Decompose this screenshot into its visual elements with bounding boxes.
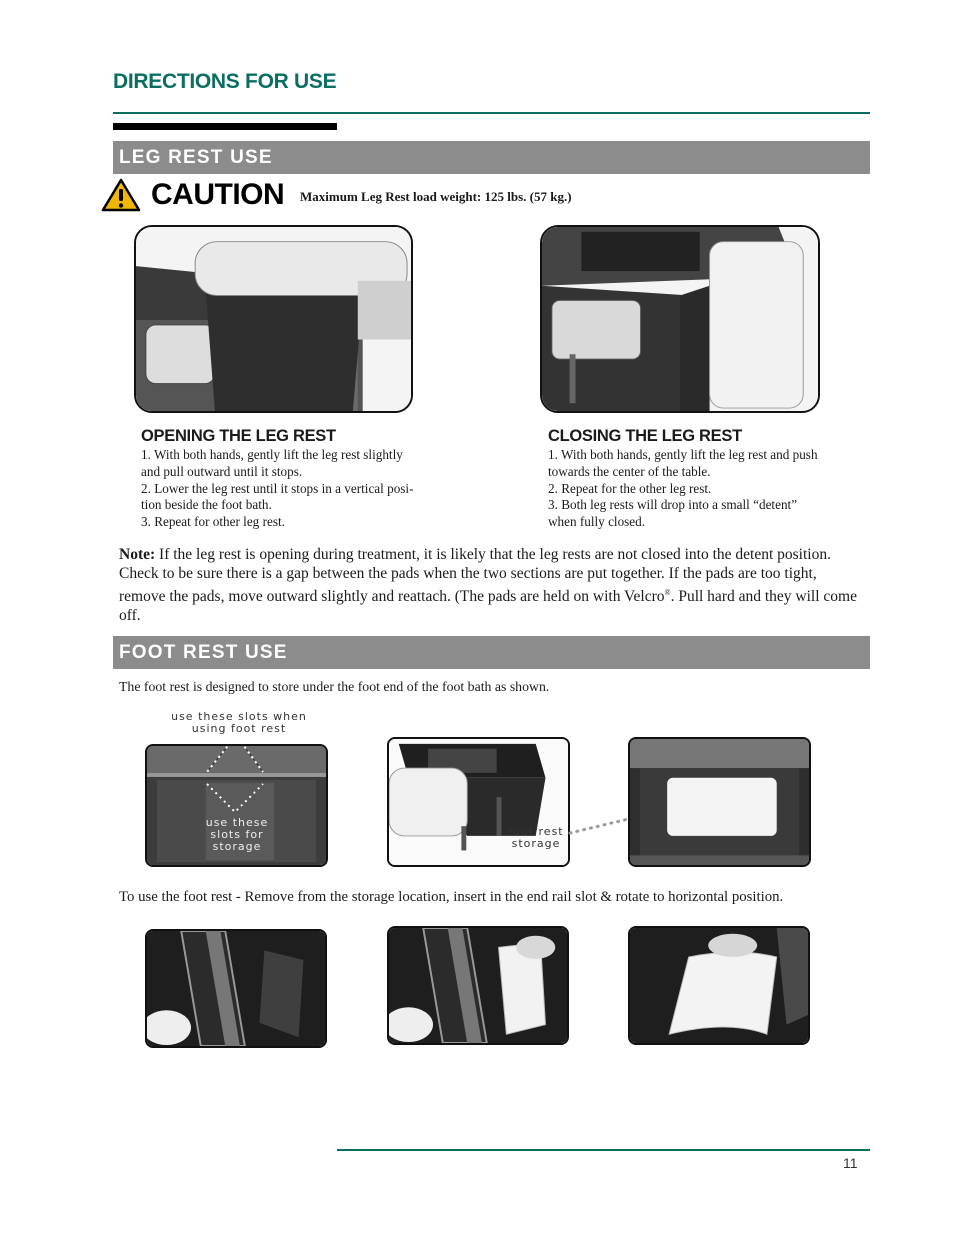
- photo-opening-leg-rest: [134, 225, 413, 413]
- caption-line: foot rest: [508, 825, 564, 838]
- section-band-foot-rest: [113, 636, 870, 669]
- caption-foot-rest-storage: [500, 826, 572, 850]
- caption-line: storage: [212, 840, 262, 853]
- step-line: 1. With both hands, gently lift the leg rest and push: [548, 447, 818, 462]
- step-line: and pull outward until it stops.: [141, 463, 303, 479]
- header-black-bar: [113, 123, 337, 130]
- foot-rest-intro: The foot rest is designed to store under the foot end of the foot bath as shown.: [119, 679, 550, 694]
- step-line: 1. With both hands, gently lift the leg rest slightly: [141, 447, 403, 462]
- caption-line: slots for: [210, 828, 264, 841]
- foot-rest-instruction: To use the foot rest - Remove from the storage location, insert in the end rail slot & rotate to horizontal position.: [119, 889, 784, 905]
- section-band-leg-rest: [113, 141, 870, 174]
- page-title: DIRECTIONS FOR USE: [113, 70, 337, 93]
- note-text: If the leg rest is opening during treatment, it is likely that the leg rests are not closed into the detent position. Check to be sure there is a gap between the pads when the two sections are put together. If the pads are too tight, remove the pads, move outward slightly and reattach. (The pads are held on with Velcro: [119, 546, 831, 606]
- caption-slots-foot-rest: [150, 711, 328, 735]
- step-line: 3. Both leg rests will drop into a small “detent”: [548, 497, 798, 513]
- step-line: towards the center of the table.: [548, 463, 711, 479]
- photo-insert-foot-rest: [387, 926, 569, 1045]
- page-number: 11: [843, 1155, 858, 1171]
- note-label: Note:: [119, 546, 156, 563]
- steps-opening-leg-rest: [141, 447, 413, 531]
- note-text-end: . Pull hard and they will come off.: [119, 588, 857, 625]
- caption-line: using foot rest: [191, 722, 287, 735]
- photo-remove-foot-rest: [145, 929, 327, 1048]
- header-rule: [113, 112, 870, 114]
- section-title-foot-rest: FOOT REST USE: [119, 642, 288, 663]
- step-line: 2. Repeat for the other leg rest.: [548, 480, 712, 496]
- footer-rule: [337, 1149, 870, 1151]
- caution-heading: CAUTION: [151, 178, 285, 211]
- caption-line: storage: [511, 837, 561, 850]
- section-title-leg-rest: LEG REST USE: [119, 147, 273, 168]
- caption-line: use these: [205, 816, 269, 829]
- steps-closing-leg-rest: [548, 447, 818, 531]
- registered-mark: ®: [664, 588, 671, 597]
- heading-opening-leg-rest: OPENING THE LEG REST: [141, 427, 336, 445]
- caption-line: use these slots when: [171, 710, 307, 723]
- photo-foot-rest-stored: [628, 737, 811, 867]
- step-line: 2. Lower the leg rest until it stops in a vertical posi-: [141, 480, 414, 496]
- caution-load-note: Maximum Leg Rest load weight: 125 lbs. (57 kg.): [300, 189, 572, 204]
- heading-closing-leg-rest: CLOSING THE LEG REST: [548, 427, 742, 445]
- caption-storage-slots: [196, 817, 278, 853]
- step-line: tion beside the foot bath.: [141, 497, 272, 513]
- note-paragraph: [119, 545, 859, 625]
- photo-rotate-foot-rest: [628, 926, 810, 1045]
- step-line: 3. Repeat for other leg rest.: [141, 514, 285, 530]
- photo-closing-leg-rest: [540, 225, 820, 413]
- step-line: when fully closed.: [548, 514, 646, 530]
- warning-triangle-icon: [101, 178, 141, 212]
